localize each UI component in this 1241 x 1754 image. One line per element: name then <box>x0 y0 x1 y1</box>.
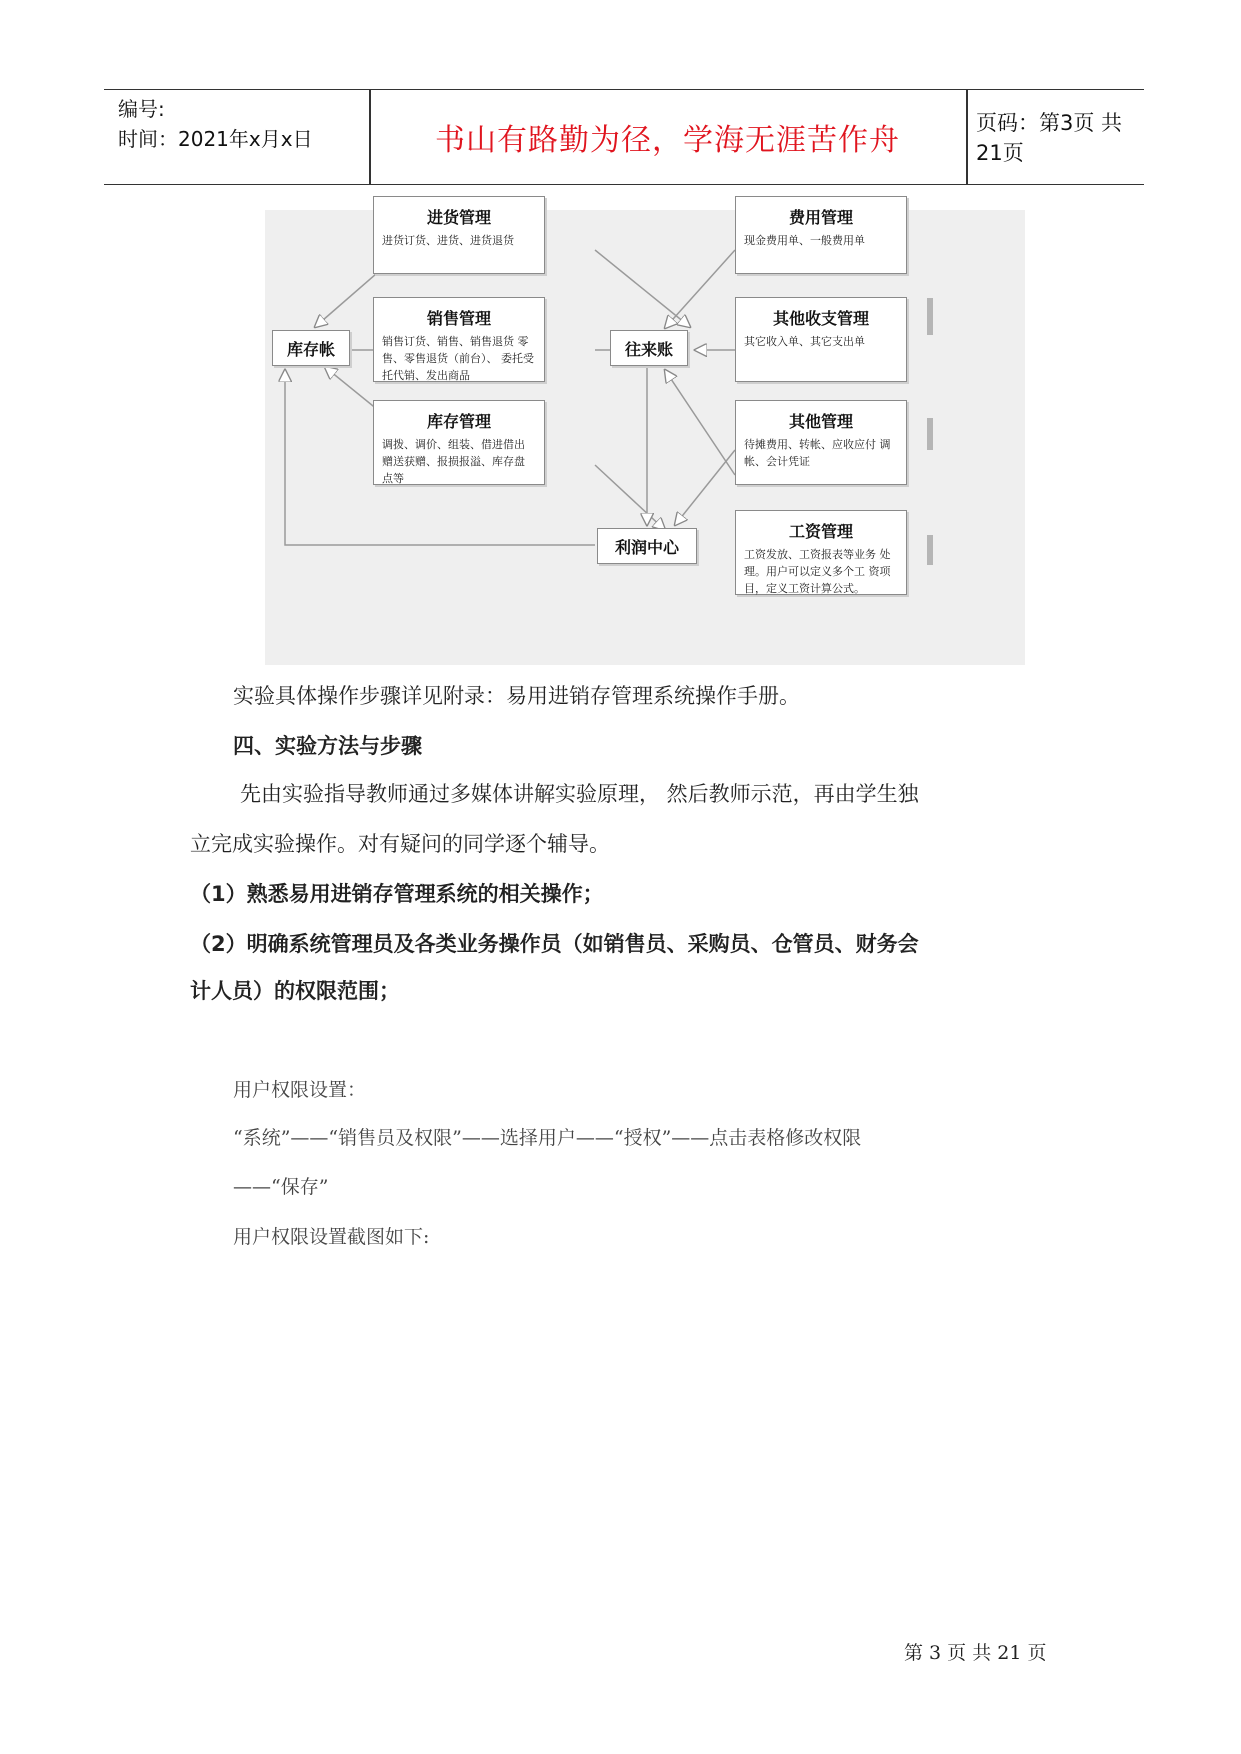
manual-reference: 实验具体操作步骤详见附录：易用进销存管理系统操作手册。 <box>233 684 800 708</box>
box-desc: 销售订货、销售、销售退货 零售、零售退货（前台）、 委托受托代销、发出商品 <box>382 335 534 382</box>
stock-ledger-node: 库存帐 <box>272 330 350 366</box>
box-desc: 进货订货、进货、进货退货 <box>382 234 514 247</box>
step-item-2-line2: 计人员）的权限范围； <box>190 979 400 1003</box>
management-flow-diagram <box>265 210 1025 665</box>
permission-title: 用户权限设置： <box>233 1079 367 1101</box>
box-title: 库存管理 <box>426 412 491 431</box>
page-header <box>104 89 1144 185</box>
step-item-2-line1: （2）明确系统管理员及各类业务操作员（如销售员、采购员、仓管员、财务会 <box>190 932 919 956</box>
box-desc: 调拨、调价、组装、借进借出 赠送获赠、报损报溢、库存盘 点等 <box>382 438 525 485</box>
other-income-expense-box <box>735 297 907 382</box>
box-title: 销售管理 <box>426 309 491 328</box>
expense-management-box <box>735 196 907 274</box>
permission-path-line2: ——“保存” <box>233 1176 329 1198</box>
step-item-1: （1）熟悉易用进销存管理系统的相关操作； <box>190 882 604 906</box>
screenshot-label: 用户权限设置截图如下: <box>233 1226 430 1248</box>
box-desc: 工资发放、工资报表等业务 处理。用户可以定义多个工 资项目，定义工资计算公式。 <box>744 548 891 595</box>
box-title: 其他管理 <box>788 412 853 431</box>
accounts-node: 往来账 <box>610 330 688 366</box>
sales-management-box <box>373 297 545 382</box>
time-label: 时间：2021年x月x日 <box>118 127 313 151</box>
box-title: 费用管理 <box>788 208 853 227</box>
page-footer: 第 3 页 共 21 页 <box>904 1642 1047 1664</box>
header-page-label: 页码：第3页 共21页 <box>976 111 1123 165</box>
method-paragraph-line1: 先由实验指导教师通过多媒体讲解实验原理， 然后教师示范，再由学生独 <box>240 782 919 806</box>
section-title: 四、实验方法与步骤 <box>233 734 422 758</box>
method-paragraph-line2: 立完成实验操作。对有疑问的同学逐个辅导。 <box>190 832 610 856</box>
profit-center-node: 利润中心 <box>597 528 697 564</box>
box-title: 进货管理 <box>426 208 491 227</box>
purchase-management-box <box>373 196 545 274</box>
header-meta <box>118 94 368 154</box>
permission-path-line1: “系统”——“销售员及权限”——选择用户——“授权”——点击表格修改权限 <box>233 1127 862 1149</box>
inventory-management-box <box>373 400 545 485</box>
header-motto: 书山有路勤为径，学海无涯苦作舟 <box>435 123 900 158</box>
box-desc: 现金费用单、一般费用单 <box>744 234 865 247</box>
box-desc: 待摊费用、转帐、应收应付 调帐、会计凭证 <box>744 438 891 468</box>
box-title: 其他收支管理 <box>772 309 869 328</box>
box-title: 工资管理 <box>788 522 853 541</box>
other-management-box <box>735 400 907 485</box>
box-desc: 其它收入单、其它支出单 <box>744 335 865 348</box>
number-label: 编号: <box>118 97 165 121</box>
header-divider <box>966 90 968 184</box>
payroll-management-box <box>735 510 907 595</box>
